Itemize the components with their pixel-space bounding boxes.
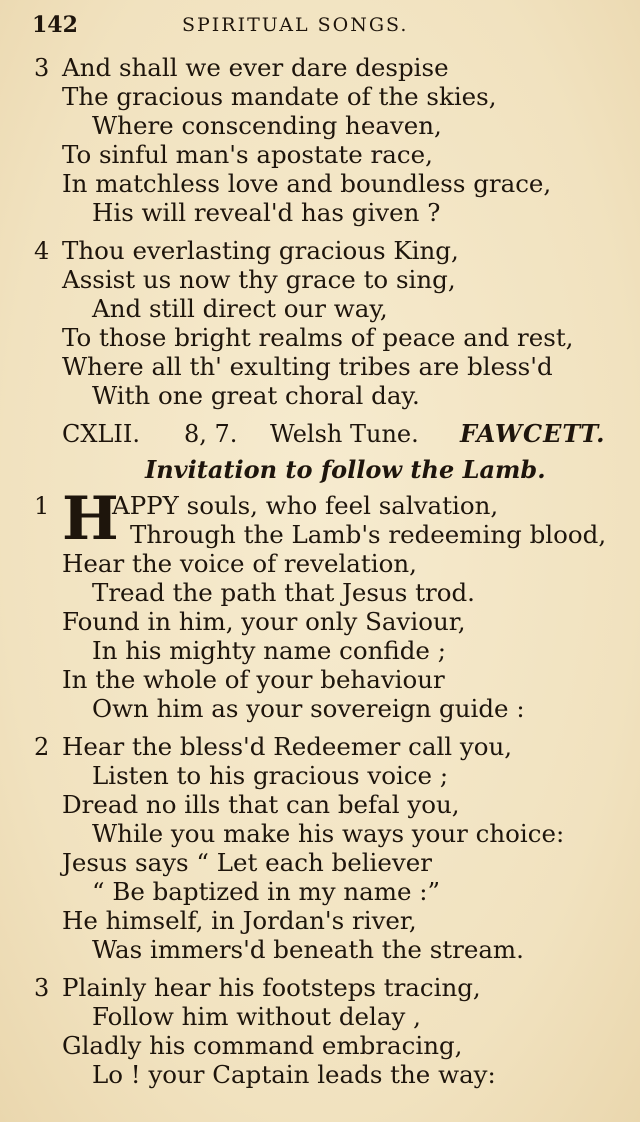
hymn-number: CXLII. xyxy=(62,420,140,448)
verse-line: Where all th' exulting tribes are bless'd xyxy=(62,352,553,381)
verse-line: Listen to his gracious voice ; xyxy=(92,761,449,790)
verse-line: “ Be baptized in my name :” xyxy=(92,877,441,906)
hymn-heading xyxy=(62,419,622,451)
verse-line: And still direct our way, xyxy=(92,294,388,323)
hymn-author: FAWCETT. xyxy=(460,419,606,448)
verse-line: APPY souls, who feel salvation, xyxy=(112,491,499,520)
verse-line: Own him as your sovereign guide : xyxy=(92,694,525,723)
page-header xyxy=(30,10,610,46)
verse-line: While you make his ways your choice: xyxy=(92,819,565,848)
hymn-tune: Welsh Tune. xyxy=(270,420,419,448)
verse-number: 2 xyxy=(34,733,50,761)
verse-line: He himself, in Jordan's river, xyxy=(62,906,417,935)
verse-line: In matchless love and boundless grace, xyxy=(62,169,552,198)
verse-line: In his mighty name confide ; xyxy=(92,636,446,665)
verse-line: Tread the path that Jesus trod. xyxy=(92,578,475,607)
verse-number: 3 xyxy=(34,974,50,1002)
verse-line: The gracious mandate of the skies, xyxy=(62,82,497,111)
verse-line: His will reveal'd has given ? xyxy=(92,198,441,227)
verse-number: 3 xyxy=(34,54,50,82)
verse-line: And shall we ever dare despise xyxy=(62,53,449,82)
verse-line: Follow him without delay , xyxy=(92,1002,421,1031)
verse-line: To sinful man's apostate race, xyxy=(62,140,433,169)
verse-line: To those bright realms of peace and rest, xyxy=(62,323,574,352)
verse-line: Hear the voice of revelation, xyxy=(62,549,417,578)
page-number: 142 xyxy=(32,12,78,38)
verse-line: Where conscending heaven, xyxy=(92,111,442,140)
hymn-meter: 8, 7. xyxy=(184,420,238,448)
verse-line: Lo ! your Captain leads the way: xyxy=(92,1060,496,1089)
verse-line: Gladly his command embracing, xyxy=(62,1031,463,1060)
hymn-title: Invitation to follow the Lamb. xyxy=(145,455,546,484)
running-title: SPIRITUAL SONGS. xyxy=(182,14,409,36)
verse-number: 1 xyxy=(34,492,50,520)
drop-cap: H xyxy=(62,484,119,554)
verse-line: Plainly hear his footsteps tracing, xyxy=(62,973,481,1002)
verse-line: Hear the bless'd Redeemer call you, xyxy=(62,732,513,761)
verse-line: With one great choral day. xyxy=(92,381,420,410)
verse-line: Was immers'd beneath the stream. xyxy=(92,935,524,964)
verse-line: Jesus says “ Let each believer xyxy=(62,848,432,877)
verse-line: Through the Lamb's redeeming blood, xyxy=(130,520,607,549)
verse-line: In the whole of your behaviour xyxy=(62,665,445,694)
verse-number: 4 xyxy=(34,237,50,265)
verse-line: Assist us now thy grace to sing, xyxy=(62,265,456,294)
verse-line: Dread no ills that can befal you, xyxy=(62,790,460,819)
verse-line: Found in him, your only Saviour, xyxy=(62,607,466,636)
verse-line: Thou everlasting gracious King, xyxy=(62,236,459,265)
